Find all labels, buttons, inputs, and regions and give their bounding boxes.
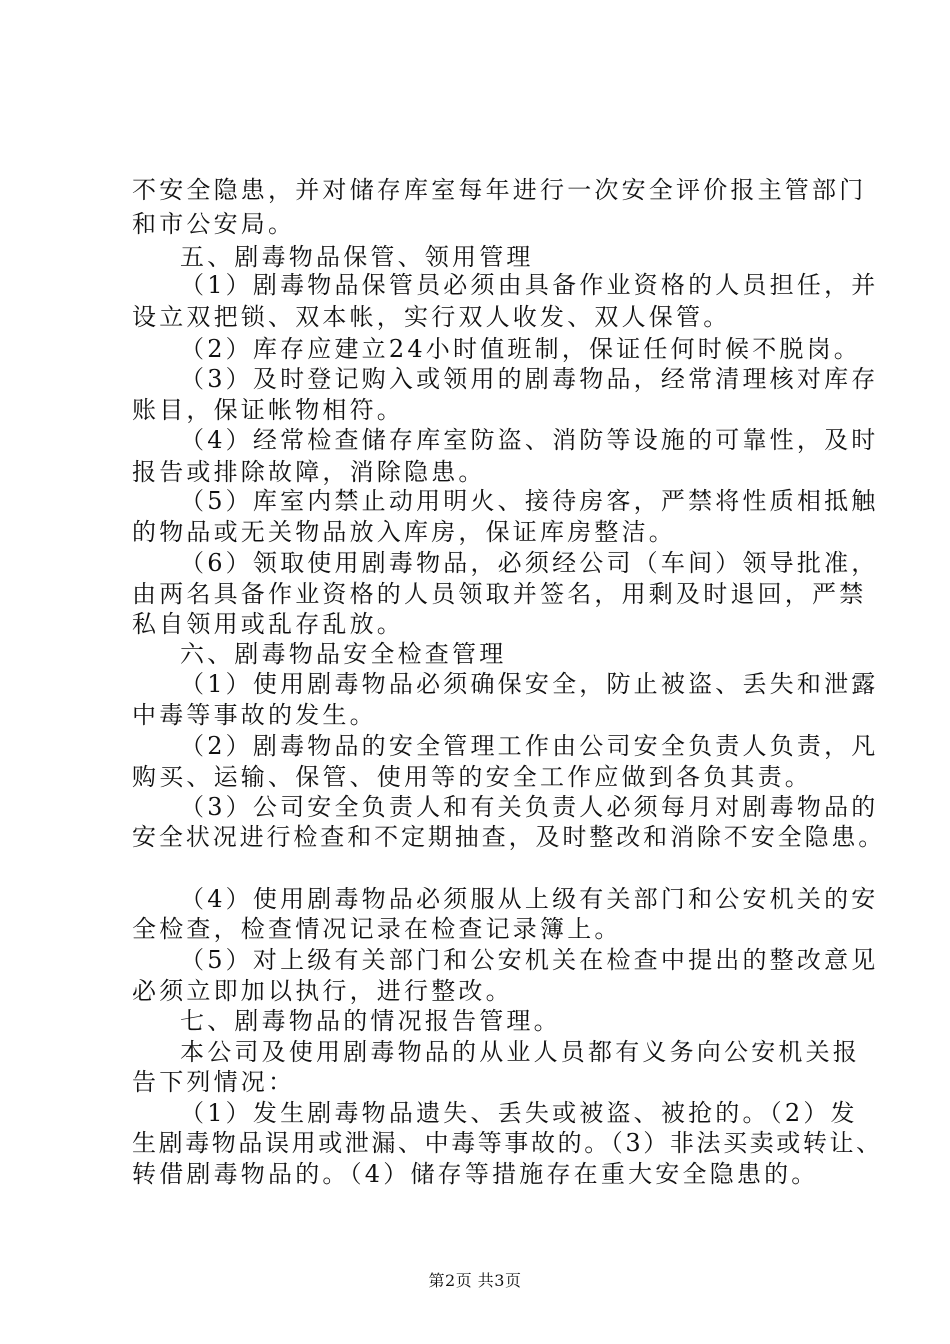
text-line: （1）发生剧毒物品遗失、丢失或被盗、被抢的。（2）发 (180, 1099, 858, 1127)
text-line: 由两名具备作业资格的人员领取并签名，用剩及时退回，严禁 (132, 580, 867, 608)
text-line: 不安全隐患，并对储存库室每年进行一次安全评价报主管部门 (132, 176, 867, 204)
text-line: 告下列情况： (132, 1068, 296, 1096)
text-line: 生剧毒物品误用或泄漏、中毒等事故的。（3）非法买卖或转让、 (132, 1129, 883, 1157)
section-heading: 五、剧毒物品保管、领用管理 (180, 243, 534, 271)
text-line: 和市公安局。 (132, 210, 296, 238)
text-line: （5）库室内禁止动用明火、接待房客，严禁将性质相抵触 (180, 487, 879, 515)
page-number-footer: 第2页 共3页 (428, 1271, 522, 1290)
text-line: （1）使用剧毒物品必须确保安全，防止被盗、丢失和泄露 (180, 670, 879, 698)
text-line: （4）经常检查储存库室防盗、消防等设施的可靠性，及时 (180, 426, 879, 454)
text-line: 全检查，检查情况记录在检查记录簿上。 (132, 915, 622, 943)
text-line: 报告或排除故障，消除隐患。 (132, 458, 486, 486)
text-line: （3）公司安全负责人和有关负责人必须每月对剧毒物品的 (180, 793, 879, 821)
text-line: 私自领用或乱存乱放。 (132, 610, 404, 638)
text-line: 中毒等事故的发生。 (132, 701, 377, 729)
text-line: 本公司及使用剧毒物品的从业人员都有义务向公安机关报 (180, 1038, 860, 1066)
text-line: （2）库存应建立24小时值班制，保证任何时候不脱岗。 (180, 335, 862, 363)
section-heading: 六、剧毒物品安全检查管理 (180, 640, 507, 668)
text-line: 必须立即加以执行，进行整改。 (132, 977, 513, 1005)
text-line: （4）使用剧毒物品必须服从上级有关部门和公安机关的安 (180, 885, 879, 913)
text-line: 的物品或无关物品放入库房，保证库房整洁。 (132, 518, 676, 546)
text-line: （5）对上级有关部门和公安机关在检查中提出的整改意见 (180, 946, 879, 974)
text-line: （1）剧毒物品保管员必须由具备作业资格的人员担任，并 (180, 271, 879, 299)
text-line: （2）剧毒物品的安全管理工作由公司安全负责人负责，凡 (180, 732, 879, 760)
text-line: 账目，保证帐物相符。 (132, 396, 404, 424)
text-line: 购买、运输、保管、使用等的安全工作应做到各负其责。 (132, 763, 812, 791)
text-line: 转借剧毒物品的。（4）储存等措施存在重大安全隐患的。 (132, 1160, 819, 1188)
text-line: 设立双把锁、双本帐，实行双人收发、双人保管。 (132, 303, 731, 331)
text-line: （3）及时登记购入或领用的剧毒物品，经常清理核对库存 (180, 365, 879, 393)
text-line: （6）领取使用剧毒物品，必须经公司（车间）领导批准， (180, 549, 879, 577)
section-heading: 七、剧毒物品的情况报告管理。 (180, 1007, 561, 1035)
text-line: 安全状况进行检查和不定期抽查，及时整改和消除不安全隐患。 (132, 823, 886, 851)
